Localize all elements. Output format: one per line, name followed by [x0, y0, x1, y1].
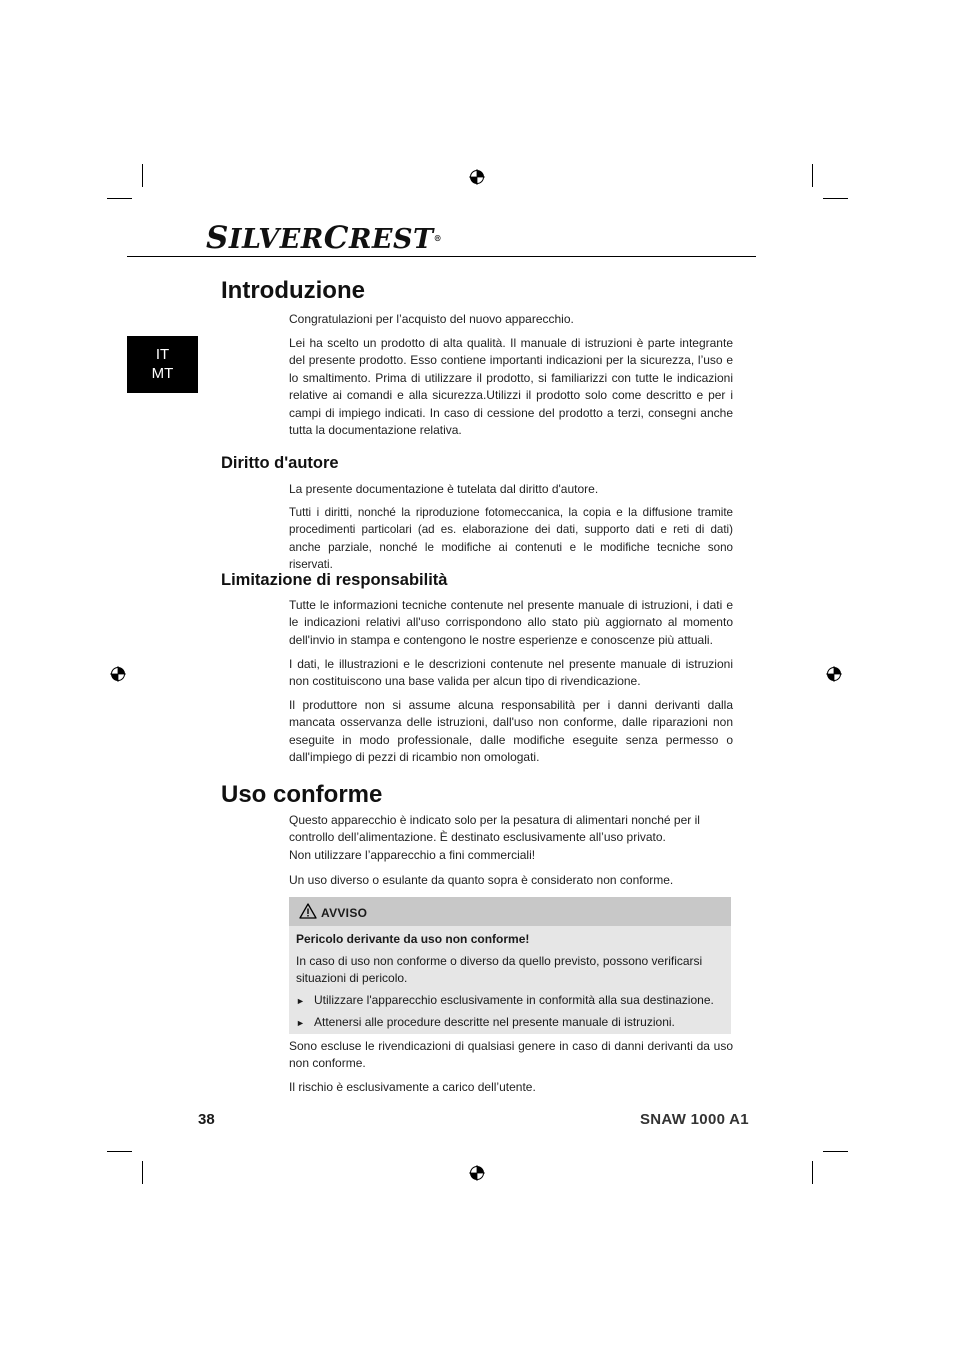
- warning-header: [289, 897, 731, 926]
- crop-mark: [142, 164, 143, 187]
- bullet-arrow-icon: ►: [296, 1018, 305, 1028]
- registration-mark-icon: [826, 666, 842, 682]
- list-item: ► Attenersi alle procedure descritte nel presente manuale di istruzioni.: [296, 1014, 675, 1032]
- paragraph: Tutti i diritti, nonché la riproduzione fotomeccanica, la copia e la diffusione tramite procedimenti particolari (ad es. elaborazione dei dati, supporto dati e reti di dati) anche parziale, nonché le modifiche ai contenuti e le modifiche tecniche sono riservati.: [289, 506, 733, 572]
- page-number: 38: [198, 1111, 215, 1128]
- warning-triangle-icon: [299, 903, 317, 919]
- crop-mark: [107, 198, 132, 199]
- bullet-arrow-icon: ►: [296, 996, 305, 1006]
- paragraph: Il produttore non si assume alcuna responsabilità per i danni derivanti dalla mancata osservanza delle istruzioni, dall'uso non conforme, dalle riparazioni non eseguite in modo professionale, dalle modifiche eseguite senza permesso o dall'impiego di pezzi di ricambio non omologati.: [289, 698, 733, 765]
- section-title-intended-use: Uso conforme: [221, 781, 383, 808]
- paragraph: Il rischio è esclusivamente a carico dell’utente.: [289, 1080, 536, 1094]
- paragraph: Un uso diverso o esulante da quanto sopra è considerato non conforme.: [289, 873, 674, 887]
- paragraph: Congratulazioni per l’acquisto del nuovo apparecchio.: [289, 312, 574, 326]
- paragraph: Lei ha scelto un prodotto di alta qualità. Il manuale di istruzioni è parte integrante del presente prodotto. Esso contiene importanti indicazioni per la sicurezza, l’uso e lo smaltimento. Prima di utilizzare il prodotto, si familiarizzi con tutte le indicazioni relative ai comandi e alla sicurezza.Utilizzi il prodotto solo come descritto e per i campi di impiego indicati. In caso di cessione del prodotto a terzi, consegni anche tutta la documentazione relativa.: [289, 336, 733, 438]
- section-title-liability: Limitazione di responsabilità: [221, 571, 448, 589]
- registration-mark-icon: [469, 1165, 485, 1181]
- warning-subtitle: Pericolo derivante da uso non conforme!: [296, 932, 530, 946]
- crop-mark: [823, 198, 848, 199]
- paragraph: I dati, le illustrazioni e le descrizioni contenute nel presente manuale di istruzioni non costituiscono una base valida per alcun tipo di rivendicazione.: [289, 657, 733, 689]
- section-title-copyright: Diritto d'autore: [221, 454, 339, 472]
- language-tab: [127, 336, 198, 393]
- list-item: ► Utilizzare l'apparecchio esclusivamente in conformità alla sua destinazione.: [296, 992, 714, 1010]
- paragraph: Tutte le informazioni tecniche contenute nel presente manuale di istruzioni, i dati e le indicazioni relativi all'uso corrispondono allo stato più aggiornato al momento dell'invio in stampa e contengono le nostre esperienze e conoscenze più attuali.: [289, 598, 733, 647]
- warning-box: [289, 897, 731, 1034]
- crop-mark: [142, 1161, 143, 1184]
- paragraph: Questo apparecchio è indicato solo per la pesatura di alimentari nonché per il controllo dell’alimentazione. È destinato esclusivamente all’uso privato. Non utilizzare l’apparecchio a fini commerciali!: [289, 813, 700, 862]
- crop-mark: [812, 1161, 813, 1184]
- registration-mark-icon: [110, 666, 126, 682]
- warning-text: In caso di uso non conforme o diverso da quello previsto, possono verificarsi situazioni di pericolo.: [296, 954, 703, 986]
- registration-mark-icon: [469, 169, 485, 185]
- brand-logo: SILVERCREST®: [206, 220, 443, 256]
- language-code-it: IT: [155, 346, 170, 363]
- paragraph: Sono escluse le rivendicazioni di qualsiasi genere in caso di danni derivanti da uso non conforme.: [289, 1039, 733, 1071]
- crop-mark: [823, 1151, 848, 1152]
- warning-label: AVVISO: [321, 906, 368, 920]
- crop-mark: [812, 164, 813, 187]
- language-code-mt: MT: [151, 365, 174, 382]
- header-rule: [127, 256, 756, 257]
- paragraph: La presente documentazione è tutelata dal diritto d'autore.: [289, 482, 599, 496]
- model-name: SNAW 1000 A1: [640, 1111, 749, 1128]
- section-title-introduction: Introduzione: [221, 277, 365, 304]
- crop-mark: [107, 1151, 132, 1152]
